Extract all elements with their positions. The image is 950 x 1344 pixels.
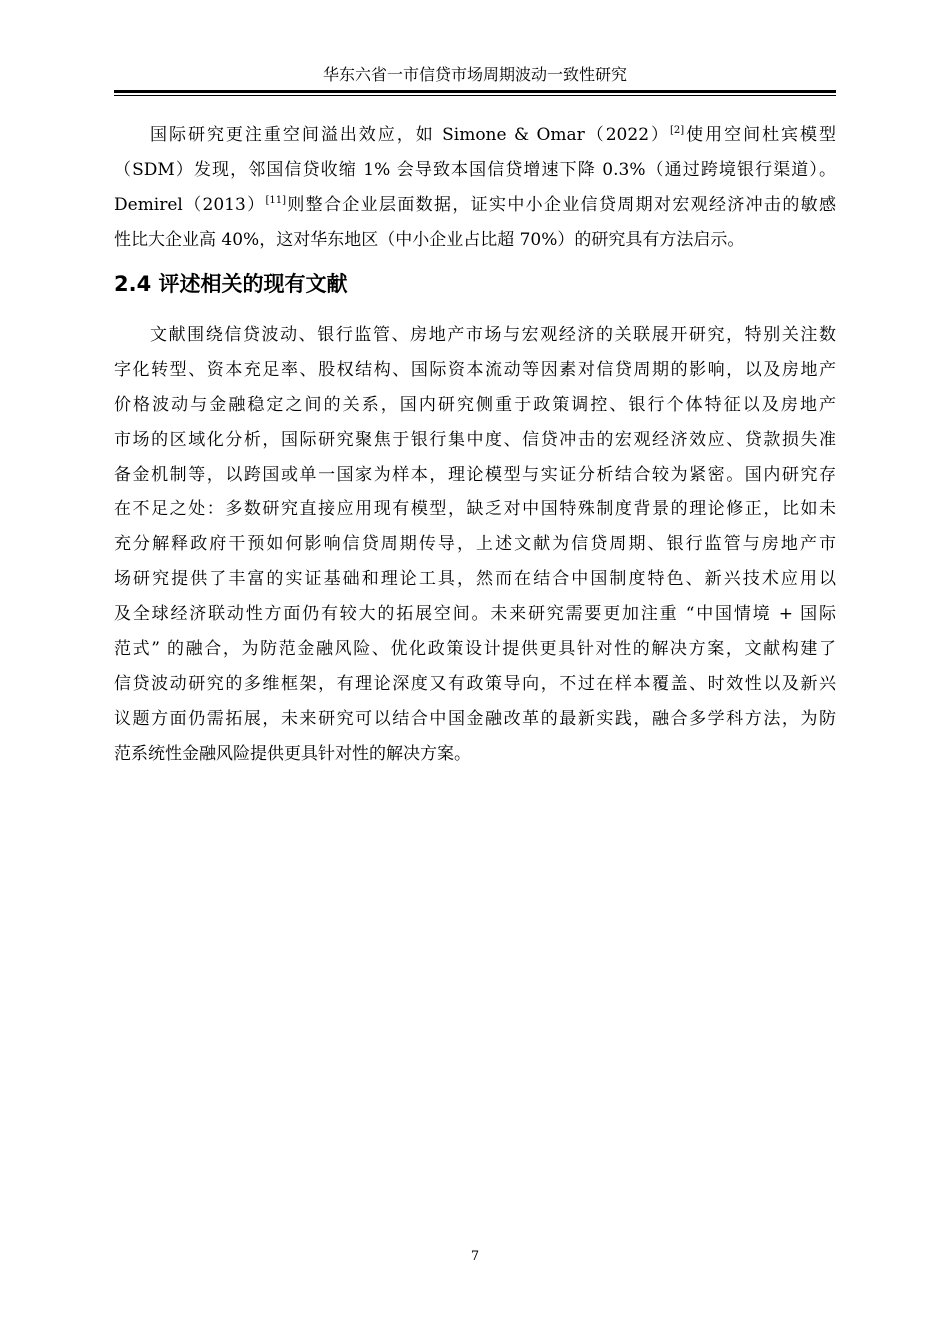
paragraph-line bbox=[114, 118, 836, 153]
paragraph-spatial-spillover bbox=[114, 118, 836, 258]
paragraph-line: 市场的区域化分析，国际研究聚焦于银行集中度、信贷冲击的宏观经济效应、贷款损失准 bbox=[114, 429, 836, 450]
running-header: 华东六省一市信贷市场周期波动一致性研究 bbox=[322, 65, 627, 84]
paragraph-line: 范式” 的融合，为防范金融风险、优化政策设计提供更具针对性的解决方案，文献构建了 bbox=[114, 639, 836, 660]
text-span: 使用空间杜宾模型 bbox=[684, 125, 837, 145]
citation-ref: [2] bbox=[669, 125, 685, 136]
paragraph-line: 场研究提供了丰富的实证基础和理论工具，然而在结合中国制度特色、新兴技术应用以 bbox=[114, 569, 836, 590]
paragraph-line: 在不足之处：多数研究直接应用现有模型，缺乏对中国特殊制度背景的理论修正，比如未 bbox=[114, 499, 836, 520]
paragraph-line: （SDM）发现，邻国信贷收缩 1% 会导致本国信贷增速下降 0.3%（通过跨境银行渠道）。 bbox=[114, 159, 836, 180]
page-number: 7 bbox=[470, 1249, 480, 1264]
paragraph-line: 议题方面仍需拓展，未来研究可以结合中国金融改革的最新实践，融合多学科方法，为防 bbox=[114, 708, 836, 729]
header-rule-thin bbox=[114, 95, 836, 96]
citation-ref: [11] bbox=[265, 194, 286, 206]
paragraph-line bbox=[114, 188, 836, 223]
paragraph-line: 信贷波动研究的多维框架，有理论深度又有政策导向，不过在样本覆盖、时效性以及新兴 bbox=[114, 673, 836, 694]
text-span: 则整合企业层面数据，证实中小企业信贷周期对宏观经济冲击的敏感 bbox=[286, 194, 836, 215]
text-span: 国际研究更注重空间溢出效应，如 Simone & Omar（2022） bbox=[150, 125, 670, 145]
header-rule-thick bbox=[114, 90, 836, 93]
paragraph-line: 备金机制等，以跨国或单一国家为样本，理论模型与实证分析结合较为紧密。国内研究存 bbox=[114, 464, 836, 485]
paragraph-line: 性比大企业高 40%，这对华东地区（中小企业占比超 70%）的研究具有方法启示。 bbox=[114, 229, 745, 250]
paragraph-literature-review bbox=[114, 318, 836, 772]
paragraph-line: 充分解释政府干预如何影响信贷周期传导，上述文献为信贷周期、银行监管与房地产市 bbox=[114, 534, 836, 555]
paragraph-line: 字化转型、资本充足率、股权结构、国际资本流动等因素对信贷周期的影响，以及房地产 bbox=[114, 359, 836, 380]
paragraph-line: 范系统性金融风险提供更具针对性的解决方案。 bbox=[114, 743, 471, 764]
section-heading: 2.4 评述相关的现有文献 bbox=[114, 272, 348, 296]
paragraph-line: 价格波动与金融稳定之间的关系，国内研究侧重于政策调控、银行个体特征以及房地产 bbox=[114, 394, 836, 415]
paragraph-line: 文献围绕信贷波动、银行监管、房地产市场与宏观经济的关联展开研究，特别关注数 bbox=[150, 325, 836, 345]
paragraph-line: 及全球经济联动性方面仍有较大的拓展空间。未来研究需要更加注重 “中国情境 + 国际 bbox=[114, 604, 836, 625]
text-span: Demirel（2013） bbox=[114, 194, 266, 215]
